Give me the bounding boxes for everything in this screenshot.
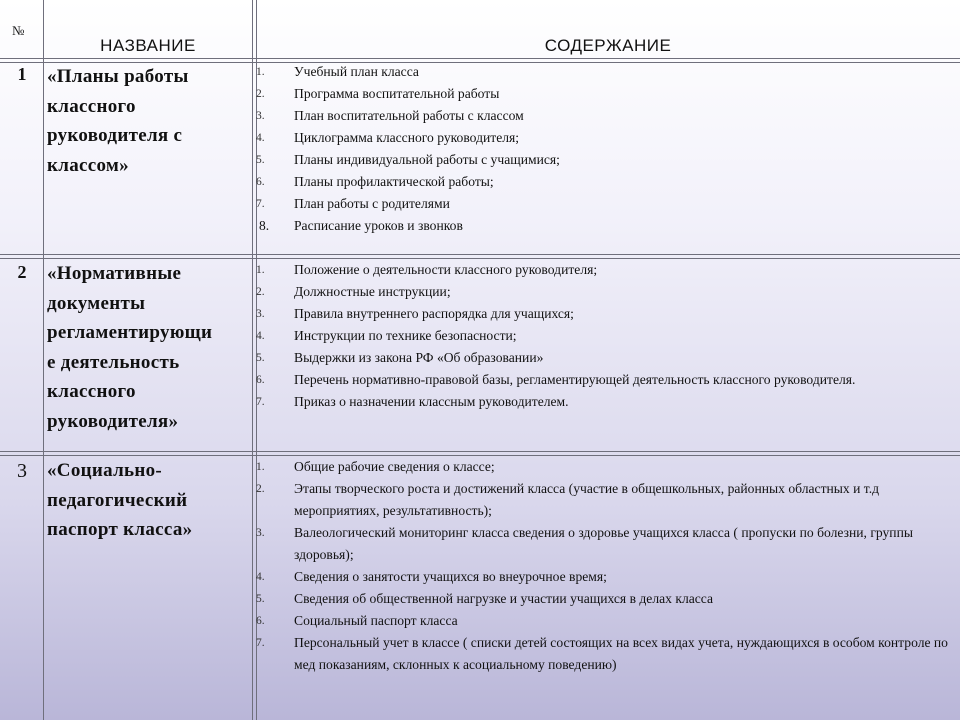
title-line: е деятельность	[47, 351, 180, 373]
item-text: Положение о деятельности классного руководителя;	[294, 262, 598, 277]
item-number: 4.	[256, 330, 265, 342]
item-number: 3.	[256, 527, 265, 539]
title-line: классом»	[47, 154, 129, 176]
list-item	[256, 478, 956, 522]
item-number: 7.	[256, 396, 265, 408]
title-line: руководителя с	[47, 125, 183, 146]
item-number: 8.	[259, 218, 270, 233]
item-number: 2.	[256, 286, 265, 298]
list-item	[256, 456, 956, 478]
list-item	[256, 193, 956, 215]
row-2-content-list	[256, 259, 956, 413]
item-text: План воспитательной работы с классом	[294, 108, 524, 123]
title-line: документы	[47, 292, 146, 314]
item-number: 3.	[256, 308, 265, 320]
list-item	[256, 566, 956, 588]
row-1-content-list	[256, 61, 956, 237]
list-item	[256, 391, 956, 413]
item-text: Расписание уроков и звонков	[294, 218, 463, 233]
item-text: Сведения об общественной нагрузке и участии учащихся в делах класса	[294, 591, 714, 606]
item-number: 7.	[256, 637, 265, 649]
list-item	[256, 369, 956, 391]
header-number: №	[12, 23, 25, 38]
title-line: классного	[47, 95, 136, 117]
item-text: Планы индивидуальной работы с учащимися;	[294, 152, 560, 167]
row-2-number: 2	[17, 262, 27, 282]
item-text: Социальный паспорт класса	[294, 613, 458, 628]
list-item	[256, 303, 956, 325]
item-number: 1.	[256, 461, 265, 473]
item-number: 4.	[256, 132, 265, 144]
item-text: Сведения о занятости учащихся во внеурочное время;	[294, 569, 607, 584]
item-number: 6.	[256, 176, 265, 188]
item-text: Должностные инструкции;	[294, 284, 451, 299]
item-number: 7.	[256, 198, 265, 210]
list-item	[256, 632, 956, 676]
list-item	[256, 347, 956, 369]
item-text: Выдержки из закона РФ «Об образовании»	[294, 350, 544, 365]
item-text: Приказ о назначении классным руководителем.	[294, 394, 569, 409]
item-number: 4.	[256, 571, 265, 583]
title-line: регламентирующи	[47, 322, 213, 343]
item-text: Программа воспитательной работы	[294, 86, 500, 101]
item-text: Персональный учет в классе ( списки детей состоящих на всех видах учета, нуждающихся в особом контроле по мед показаниям, склонных к асоциальному поведению)	[294, 635, 948, 672]
item-text: Правила внутреннего распорядка для учащихся;	[294, 306, 574, 321]
item-number: 1.	[256, 66, 265, 78]
list-item	[256, 127, 956, 149]
row-1-title	[47, 62, 252, 180]
list-item	[256, 522, 956, 566]
list-item	[256, 105, 956, 127]
item-number: 3.	[256, 110, 265, 122]
list-item	[256, 171, 956, 193]
item-number: 5.	[256, 593, 265, 605]
item-text: План работы с родителями	[294, 196, 450, 211]
item-number: 6.	[256, 615, 265, 627]
title-line: паспорт класса»	[47, 519, 193, 540]
list-item	[256, 149, 956, 171]
column-divider-num	[43, 0, 44, 720]
list-item	[256, 588, 956, 610]
item-text: Циклограмма классного руководителя;	[294, 130, 520, 145]
item-number: 5.	[256, 352, 265, 364]
item-text: Общие рабочие сведения о классе;	[294, 459, 495, 474]
item-number: 6.	[256, 374, 265, 386]
item-number: 2.	[256, 483, 265, 495]
title-line: «Социально-	[47, 460, 163, 481]
title-line: классного	[47, 381, 136, 402]
list-item	[256, 215, 956, 237]
title-line: «Планы работы	[47, 66, 189, 87]
list-item	[256, 281, 956, 303]
list-item	[256, 610, 956, 632]
row-2-title	[47, 259, 252, 436]
item-text: Учебный план класса	[294, 64, 419, 79]
item-number: 2.	[256, 88, 265, 100]
title-line: педагогический	[47, 489, 188, 511]
item-text: Планы профилактической работы;	[294, 174, 494, 189]
header-content: СОДЕРЖАНИЕ	[544, 36, 672, 55]
item-text: Инструкции по технике безопасности;	[294, 328, 517, 343]
header-name: НАЗВАНИЕ	[100, 36, 196, 55]
list-item	[256, 61, 956, 83]
list-item	[256, 259, 956, 281]
item-text: Этапы творческого роста и достижений класса (участие в общешкольных, районных областных и т.д мероприятиях, результативность);	[294, 481, 880, 518]
list-item	[256, 325, 956, 347]
item-text: Перечень нормативно-правовой базы, регламентирующей деятельность классного руководителя.	[294, 372, 856, 387]
title-line: «Нормативные	[47, 263, 182, 284]
item-text: Валеологический мониторинг класса сведения о здоровье учащихся класса ( пропуски по болезни, группы здоровья);	[294, 525, 913, 562]
item-number: 1.	[256, 264, 265, 276]
list-item	[256, 83, 956, 105]
row-3-title	[47, 456, 252, 545]
title-line: руководителя»	[47, 410, 179, 432]
row-1-number: 1	[17, 64, 27, 84]
item-number: 5.	[256, 154, 265, 166]
row-3-content-list	[256, 456, 956, 676]
row-3-number: 3	[17, 460, 27, 482]
